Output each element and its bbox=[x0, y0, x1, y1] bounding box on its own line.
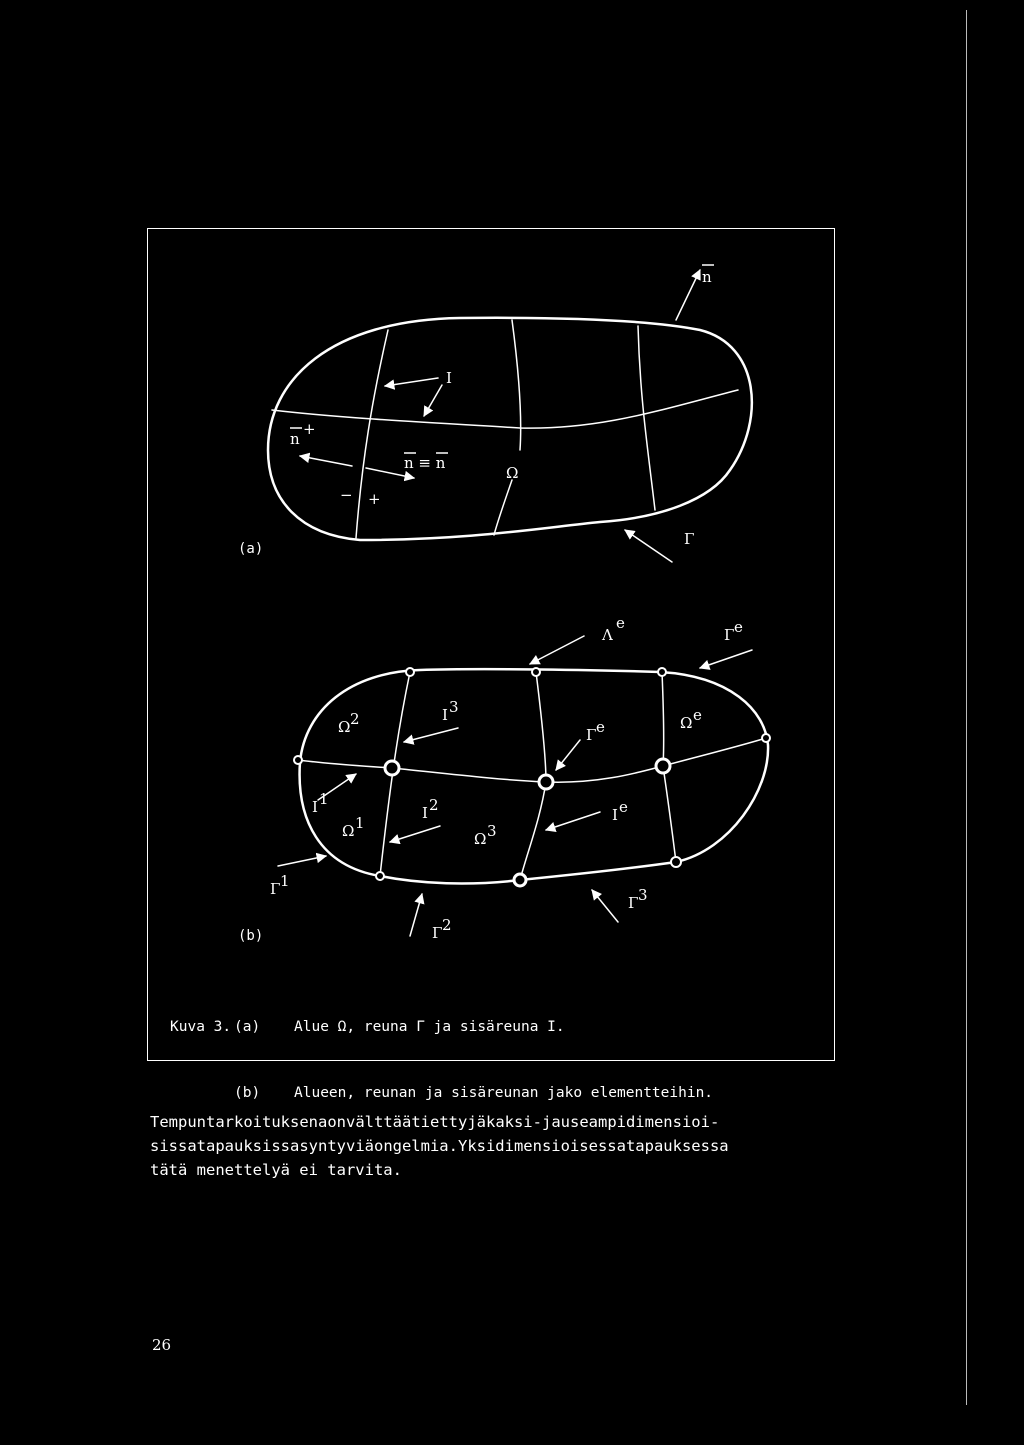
body-line-2: sissatapauksissasyntyviäongelmia.Yksidimensioisessatapauksessa bbox=[150, 1137, 729, 1155]
i3-label: I bbox=[442, 706, 448, 724]
boundary-label: Γ bbox=[684, 530, 695, 548]
gamma3-sup: 3 bbox=[638, 886, 648, 904]
caption-line-a: Alue Ω, reuna Γ ja sisäreuna I. bbox=[294, 1019, 565, 1035]
n-plus-arrow bbox=[300, 456, 352, 466]
node bbox=[406, 668, 414, 676]
plus-sign: + bbox=[368, 490, 381, 508]
panel-b-tag: (b) bbox=[238, 928, 264, 944]
gamma-e-mid-sup: e bbox=[596, 718, 605, 736]
figure-caption bbox=[170, 972, 810, 1126]
node bbox=[385, 761, 399, 775]
n-plus-label: n bbox=[290, 430, 300, 448]
lambda-arrow bbox=[530, 636, 584, 664]
i2-arrow bbox=[390, 826, 440, 842]
caption-line-b: Alueen, reunan ja sisäreunan jako elementteihin. bbox=[294, 1085, 714, 1101]
normal-arrow-a bbox=[676, 270, 700, 320]
domain-boundary-a bbox=[268, 318, 752, 540]
interior-boundary-label: I bbox=[446, 369, 452, 387]
gamma1-sup: 1 bbox=[280, 872, 290, 890]
gamma-e-mid-arrow bbox=[556, 740, 580, 770]
gamma2-sup: 2 bbox=[442, 916, 452, 934]
body-line-3: tätä menettelyä ei tarvita. bbox=[150, 1161, 402, 1179]
domain-boundary-b bbox=[300, 669, 768, 883]
ie-sup: e bbox=[619, 798, 628, 816]
page-number: 26 bbox=[152, 1336, 172, 1354]
body-line-1: Tempuntarkoituksenaonvälttäätiettyjäkaksi-jauseampidimensioi- bbox=[150, 1113, 720, 1131]
i2-label: I bbox=[422, 804, 428, 822]
panel-a-tag: (a) bbox=[238, 541, 264, 557]
node bbox=[658, 668, 666, 676]
body-paragraph bbox=[150, 1110, 838, 1182]
gamma1-label: Γ bbox=[270, 880, 281, 898]
i1-sup: 1 bbox=[319, 790, 329, 808]
interior-line-a3 bbox=[638, 326, 655, 510]
i3-arrow bbox=[404, 728, 458, 742]
gamma-e-mid-label: Γ bbox=[586, 726, 597, 744]
caption-tag-b: (b) bbox=[234, 1085, 261, 1101]
gamma-e-arrow bbox=[700, 650, 752, 668]
omega1-label: Ω bbox=[342, 822, 355, 840]
gamma-e-top-label: Γ bbox=[724, 626, 735, 644]
interior-line-a2 bbox=[512, 320, 521, 450]
omega3-sup: 3 bbox=[487, 822, 497, 840]
node bbox=[656, 759, 670, 773]
n-minus-eq-label: n ≡ n bbox=[404, 454, 446, 472]
caption-tag-a: (a) bbox=[234, 1019, 261, 1035]
gamma2-label: Γ bbox=[432, 924, 443, 942]
omega-e-label: Ω bbox=[680, 714, 693, 732]
boundary-arrow-a bbox=[625, 530, 672, 562]
domain-label: Ω bbox=[506, 464, 519, 482]
node bbox=[294, 756, 302, 764]
omega-e-sup: e bbox=[693, 706, 702, 724]
gamma1-arrow bbox=[278, 856, 326, 866]
i2-sup: 2 bbox=[429, 796, 439, 814]
gamma3-label: Γ bbox=[628, 894, 639, 912]
caption-prefix: Kuva 3. bbox=[170, 1019, 232, 1035]
gamma3-arrow bbox=[592, 890, 618, 922]
interior-line-a4 bbox=[272, 390, 738, 428]
gamma2-arrow bbox=[410, 894, 422, 936]
ie-arrow bbox=[546, 812, 600, 830]
minus-sign: − bbox=[340, 486, 353, 504]
node bbox=[762, 734, 770, 742]
omega3-label: Ω bbox=[474, 830, 487, 848]
gamma-e-top-sup: e bbox=[734, 618, 743, 636]
interior-boundary-pointer bbox=[424, 385, 442, 416]
element-line-b4 bbox=[298, 738, 766, 782]
omega2-label: Ω bbox=[338, 718, 351, 736]
lambda-e-sup: e bbox=[616, 614, 625, 632]
omega1-sup: 1 bbox=[355, 814, 365, 832]
i3-sup: 3 bbox=[449, 698, 459, 716]
omega2-sup: 2 bbox=[350, 710, 360, 728]
normal-label: n bbox=[702, 268, 712, 286]
lambda-e-label: Λ bbox=[602, 626, 613, 644]
interior-line-a2b bbox=[494, 480, 512, 535]
node bbox=[539, 775, 553, 789]
n-plus-sup: + bbox=[303, 420, 316, 438]
interior-boundary-arrow bbox=[385, 378, 438, 386]
node bbox=[514, 874, 526, 886]
node bbox=[532, 668, 540, 676]
node bbox=[671, 857, 681, 867]
ie-label: I bbox=[612, 806, 618, 824]
i1-label: I bbox=[312, 798, 318, 816]
node bbox=[376, 872, 384, 880]
